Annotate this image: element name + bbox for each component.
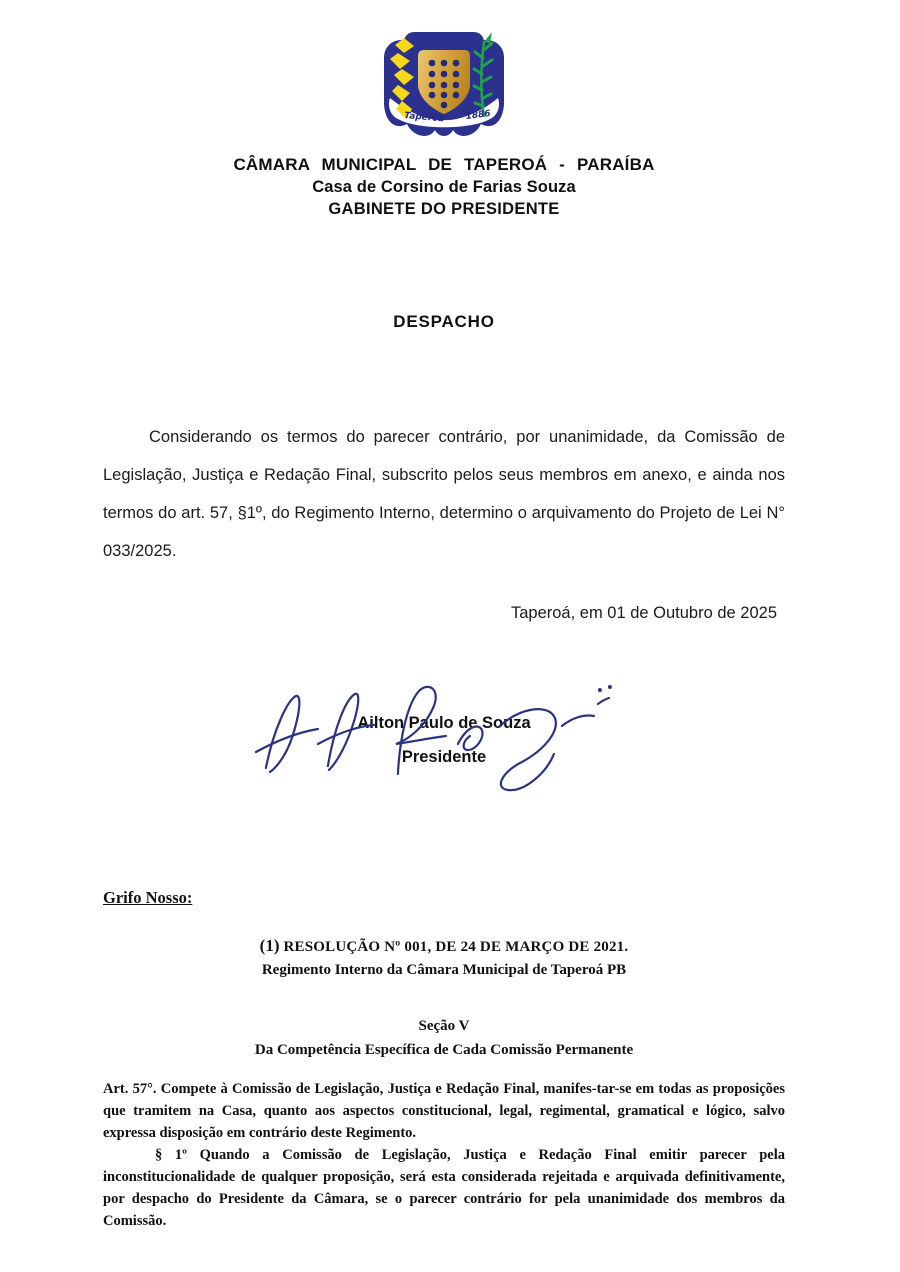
section-label: Seção V: [418, 1018, 470, 1034]
header-line-1: CÂMARA MUNICIPAL DE TAPEROÁ - PARAÍBA: [233, 155, 655, 174]
president-name: Ailton Paulo de Souza: [357, 714, 531, 732]
resolution-prefix: (1): [259, 936, 280, 955]
president-role: Presidente: [401, 748, 487, 766]
despacho-paragraph: Considerando os termos do parecer contrário, por unanimidade, da Comissão de Legislação, Justiça e Redação Final, subscrito pelos seus membros em anexo, e ainda nos termos do art. 57, §1º, do Regimento Interno, determino o arquivamento do Projeto de Lei N° 033/2025.: [103, 428, 785, 560]
crest-banner-name: Taperoá: [403, 111, 445, 125]
header-line-3: GABINETE DO PRESIDENTE: [328, 200, 560, 218]
paragraph-1: § 1º Quando a Comissão de Legislação, Justiça e Redação Final emitir parecer pela inconstitucionalidade de qualquer proposição, será esta considerada rejeitada e arquivada definitivamente, por despacho do Presidente da Câmara, se o parecer contrário for pela unanimidade dos membros da Comissão.: [103, 1147, 785, 1229]
crest-banner-year: 1886: [465, 108, 492, 122]
org-header: [103, 153, 785, 220]
resolution-subtitle: Regimento Interno da Câmara Municipal de Taperoá PB: [261, 962, 627, 978]
signature-block: [103, 666, 785, 816]
document-title: DESPACHO: [393, 312, 495, 331]
crest-icon: [378, 28, 510, 142]
resolution-title: RESOLUÇÃO Nº 001, DE 24 DE MARÇO DE 2021.: [283, 939, 629, 955]
section-title: Da Competência Específica de Cada Comissão Permanente: [254, 1042, 634, 1058]
municipal-crest-logo: [103, 28, 785, 147]
dateline: Taperoá, em 01 de Outubro de 2025: [510, 604, 777, 622]
header-line-2: Casa de Corsino de Farias Souza: [312, 178, 576, 196]
grifo-label: Grifo Nosso:: [103, 888, 193, 907]
resolution-heading: [103, 934, 785, 959]
article-57-paragraph: Art. 57°. Compete à Comissão de Legislação, Justiça e Redação Final, manifes-tar-se em todas as proposições que tramitem na Casa, quanto aos aspectos constitucional, legal, regimental, gramatical e lógico, salvo expressa disposição em contrário deste Regimento.: [103, 1081, 785, 1141]
